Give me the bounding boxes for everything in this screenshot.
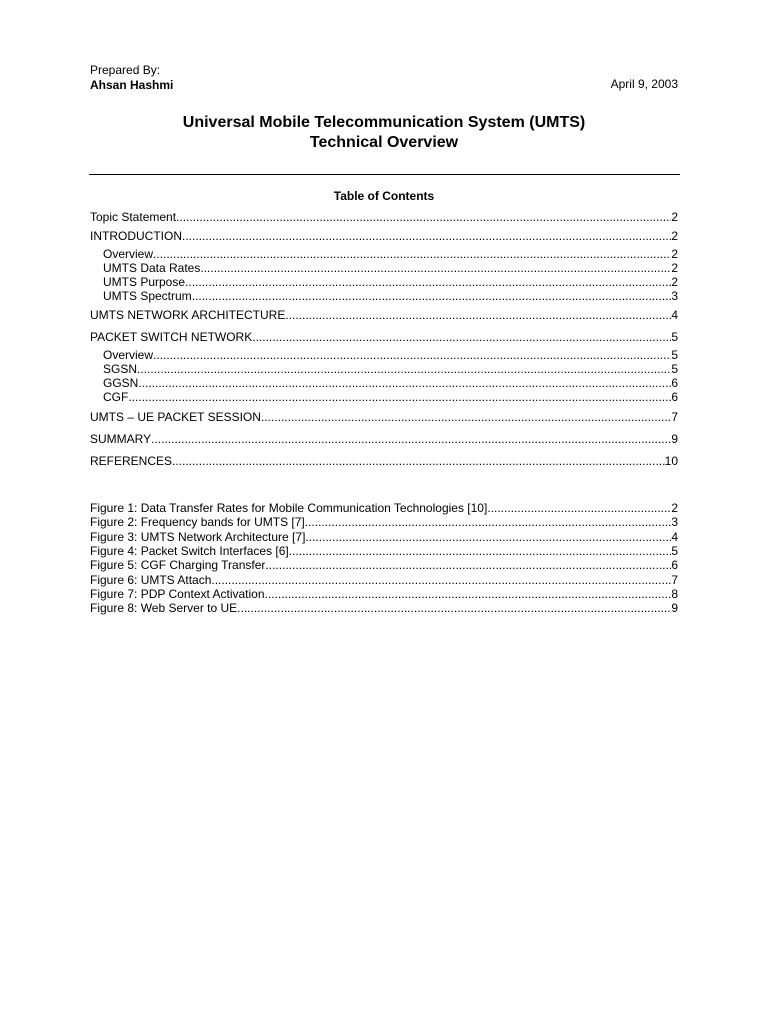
toc-entry-page: 2 xyxy=(671,247,678,261)
toc-leader-dots xyxy=(237,601,671,616)
figure-entry-text: Figure 3: UMTS Network Architecture [7] xyxy=(90,530,306,544)
toc-entry-umts-data-rates[interactable] xyxy=(103,261,678,276)
toc-entry-summary[interactable] xyxy=(90,432,678,447)
toc-leader-dots xyxy=(182,229,671,244)
toc-entry-packet-switch-network[interactable] xyxy=(90,330,678,345)
toc-entry-overview[interactable] xyxy=(103,247,678,262)
toc-entry-page: 3 xyxy=(671,289,678,303)
title-divider xyxy=(89,174,680,175)
prepared-by-label: Prepared By: xyxy=(90,63,161,77)
toc-entry-network-architecture[interactable] xyxy=(90,308,678,323)
toc-entry-references[interactable] xyxy=(90,454,678,469)
figure-entry-page: 9 xyxy=(671,601,678,615)
toc-entry-text: REFERENCES xyxy=(90,454,173,468)
figure-entry-6[interactable] xyxy=(90,573,678,588)
toc-entry-text: UMTS Spectrum xyxy=(103,289,192,303)
toc-leader-dots xyxy=(305,530,671,545)
toc-entry-text: UMTS Data Rates xyxy=(103,261,201,275)
toc-leader-dots xyxy=(151,432,671,447)
document-date: April 9, 2003 xyxy=(610,77,678,91)
toc-leader-dots xyxy=(285,308,671,323)
figure-entry-page: 6 xyxy=(671,558,678,572)
figure-entry-2[interactable] xyxy=(90,515,678,530)
toc-entry-psn-overview[interactable] xyxy=(103,348,678,363)
toc-entry-page: 2 xyxy=(671,229,678,243)
toc-entry-text: GGSN xyxy=(103,376,139,390)
toc-heading: Table of Contents xyxy=(333,189,435,203)
toc-entry-page: 5 xyxy=(671,348,678,362)
toc-entry-page: 5 xyxy=(671,330,678,344)
toc-leader-dots xyxy=(252,330,671,345)
toc-leader-dots xyxy=(137,362,671,377)
toc-entry-ue-packet-session[interactable] xyxy=(90,410,678,425)
figure-entry-8[interactable] xyxy=(90,601,678,616)
toc-entry-ggsn[interactable] xyxy=(103,376,678,391)
figure-entry-page: 2 xyxy=(671,501,678,515)
toc-entry-page: 2 xyxy=(671,275,678,289)
figure-entry-text: Figure 4: Packet Switch Interfaces [6] xyxy=(90,544,289,558)
figure-entry-page: 3 xyxy=(671,515,678,529)
toc-entry-introduction[interactable] xyxy=(90,229,678,244)
toc-entry-text: CGF xyxy=(103,390,129,404)
figure-entry-page: 4 xyxy=(671,530,678,544)
toc-entry-text: UMTS – UE PACKET SESSION xyxy=(90,410,261,424)
document-subtitle: Technical Overview xyxy=(309,134,459,151)
figure-entry-text: Figure 7: PDP Context Activation xyxy=(90,587,265,601)
toc-leader-dots xyxy=(128,390,671,405)
figure-entry-1[interactable] xyxy=(90,501,678,516)
toc-entry-umts-spectrum[interactable] xyxy=(103,289,678,304)
figure-entry-page: 8 xyxy=(671,587,678,601)
toc-entry-text: UMTS Purpose xyxy=(103,275,186,289)
figure-entry-3[interactable] xyxy=(90,530,678,545)
toc-leader-dots xyxy=(192,289,672,304)
figure-entry-4[interactable] xyxy=(90,544,678,559)
toc-entry-page: 2 xyxy=(671,261,678,275)
toc-entry-text: INTRODUCTION xyxy=(90,229,182,243)
toc-leader-dots xyxy=(289,544,672,559)
toc-leader-dots xyxy=(261,410,671,425)
toc-entry-cgf[interactable] xyxy=(103,390,678,405)
toc-entry-text: Overview xyxy=(103,247,154,261)
toc-entry-page: 6 xyxy=(671,390,678,404)
toc-entry-text: Overview xyxy=(103,348,154,362)
document-title: Universal Mobile Telecommunication System (UMTS) xyxy=(182,114,586,131)
toc-leader-dots xyxy=(487,501,671,516)
toc-entry-topic-statement[interactable] xyxy=(90,210,678,225)
toc-leader-dots xyxy=(138,376,671,391)
toc-leader-dots xyxy=(265,587,672,602)
toc-leader-dots xyxy=(153,348,671,363)
toc-entry-text: SGSN xyxy=(103,362,138,376)
toc-leader-dots xyxy=(153,247,671,262)
toc-entry-text: SUMMARY xyxy=(90,432,152,446)
toc-leader-dots xyxy=(305,515,672,530)
toc-entry-page: 7 xyxy=(671,410,678,424)
toc-leader-dots xyxy=(200,261,671,276)
figure-entry-text: Figure 8: Web Server to UE xyxy=(90,601,238,615)
figure-entry-page: 7 xyxy=(671,573,678,587)
figure-entry-7[interactable] xyxy=(90,587,678,602)
figure-entry-page: 5 xyxy=(671,544,678,558)
toc-entry-umts-purpose[interactable] xyxy=(103,275,678,290)
figure-entry-5[interactable] xyxy=(90,558,678,573)
toc-leader-dots xyxy=(265,558,671,573)
toc-entry-text: PACKET SWITCH NETWORK xyxy=(90,330,253,344)
toc-entry-page: 4 xyxy=(671,308,678,322)
figure-entry-text: Figure 2: Frequency bands for UMTS [7] xyxy=(90,515,305,529)
toc-entry-page: 9 xyxy=(671,432,678,446)
toc-entry-text: Topic Statement xyxy=(90,210,177,224)
figure-entry-text: Figure 6: UMTS Attach xyxy=(90,573,212,587)
author-name: Ahsan Hashmi xyxy=(90,78,174,92)
toc-leader-dots xyxy=(211,573,671,588)
toc-entry-sgsn[interactable] xyxy=(103,362,678,377)
toc-entry-page: 10 xyxy=(664,454,678,468)
toc-entry-page: 5 xyxy=(671,362,678,376)
toc-leader-dots xyxy=(172,454,665,469)
toc-entry-page: 6 xyxy=(671,376,678,390)
toc-entry-text: UMTS NETWORK ARCHITECTURE xyxy=(90,308,286,322)
figure-entry-text: Figure 1: Data Transfer Rates for Mobile Communication Technologies [10] xyxy=(90,501,488,515)
toc-leader-dots xyxy=(176,210,671,225)
figure-entry-text: Figure 5: CGF Charging Transfer xyxy=(90,558,266,572)
toc-leader-dots xyxy=(185,275,671,290)
toc-entry-page: 2 xyxy=(671,210,678,224)
